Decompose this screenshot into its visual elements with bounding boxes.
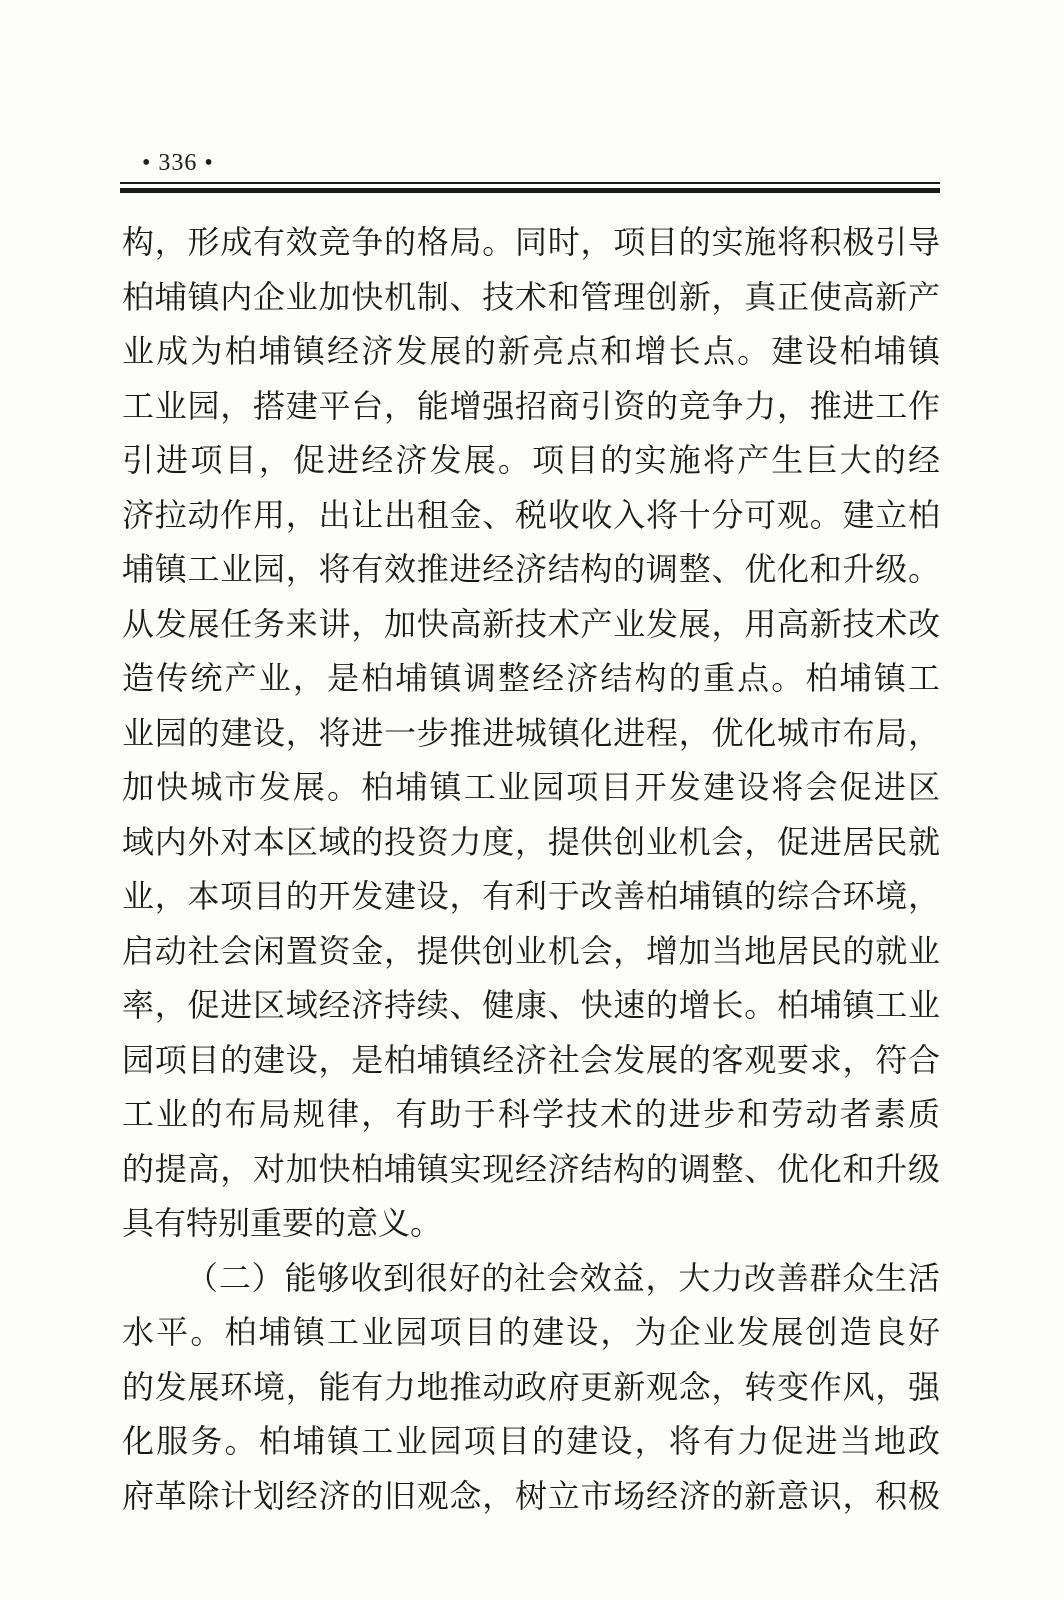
header-rule-thick	[120, 188, 940, 193]
text-line: 造传统产业，是柏埔镇调整经济结构的重点。柏埔镇工	[122, 659, 940, 697]
body-text	[122, 215, 940, 1523]
text-line: 的发展环境，能有力地推动政府更新观念，转变作风，强	[122, 1367, 940, 1406]
text-line: 工业的布局规律，有助于科学技术的进步和劳动者素质	[122, 1095, 940, 1133]
text-line: 引进项目，促进经济发展。项目的实施将产生巨大的经	[122, 441, 940, 479]
text-line: 率，促进区域经济持续、健康、快速的增长。柏埔镇工业	[122, 986, 940, 1024]
text-line: 水平。柏埔镇工业园项目的建设，为企业发展创造良好	[122, 1313, 940, 1351]
text-line: 构，形成有效竞争的格局。同时，项目的实施将积极引导	[122, 223, 940, 261]
text-line: 业园的建设，将进一步推进城镇化进程，优化城市布局，	[122, 713, 940, 752]
text-line: 加快城市发展。柏埔镇工业园项目开发建设将会促进区	[122, 768, 940, 806]
header-rule-thin	[120, 182, 940, 184]
text-line: 济拉动作用，出让出租金、税收收入将十分可观。建立柏	[122, 495, 940, 534]
text-line: 从发展任务来讲，加快高新技术产业发展，用高新技术改	[122, 604, 940, 643]
page-number: • 336 •	[142, 150, 214, 176]
text-line: 业成为柏埔镇经济发展的新亮点和增长点。建设柏埔镇	[122, 332, 940, 370]
text-line: 域内外对本区域的投资力度，提供创业机会，促进居民就	[122, 822, 940, 861]
text-line: 园项目的建设，是柏埔镇经济社会发展的客观要求，符合	[122, 1040, 940, 1079]
text-line: 柏埔镇内企业加快机制、技术和管理创新，真正使高新产	[122, 277, 940, 316]
text-line: 府革除计划经济的旧观念，树立市场经济的新意识，积极	[122, 1476, 940, 1515]
text-line: 化服务。柏埔镇工业园项目的建设，将有力促进当地政	[122, 1422, 940, 1460]
text-line: 具有特别重要的意义。	[122, 1204, 443, 1242]
text-line: 埔镇工业园，将有效推进经济结构的调整、优化和升级。	[122, 550, 940, 588]
text-line: 启动社会闲置资金，提供创业机会，增加当地居民的就业	[122, 931, 940, 970]
section-heading-line: （二）能够收到很好的社会效益，大力改善群众生活	[186, 1258, 940, 1297]
text-line: 工业园，搭建平台，能增强招商引资的竞争力，推进工作	[122, 386, 940, 425]
text-line: 业，本项目的开发建设，有利于改善柏埔镇的综合环境，	[122, 877, 940, 915]
text-line: 的提高，对加快柏埔镇实现经济结构的调整、优化和升级	[122, 1149, 940, 1188]
